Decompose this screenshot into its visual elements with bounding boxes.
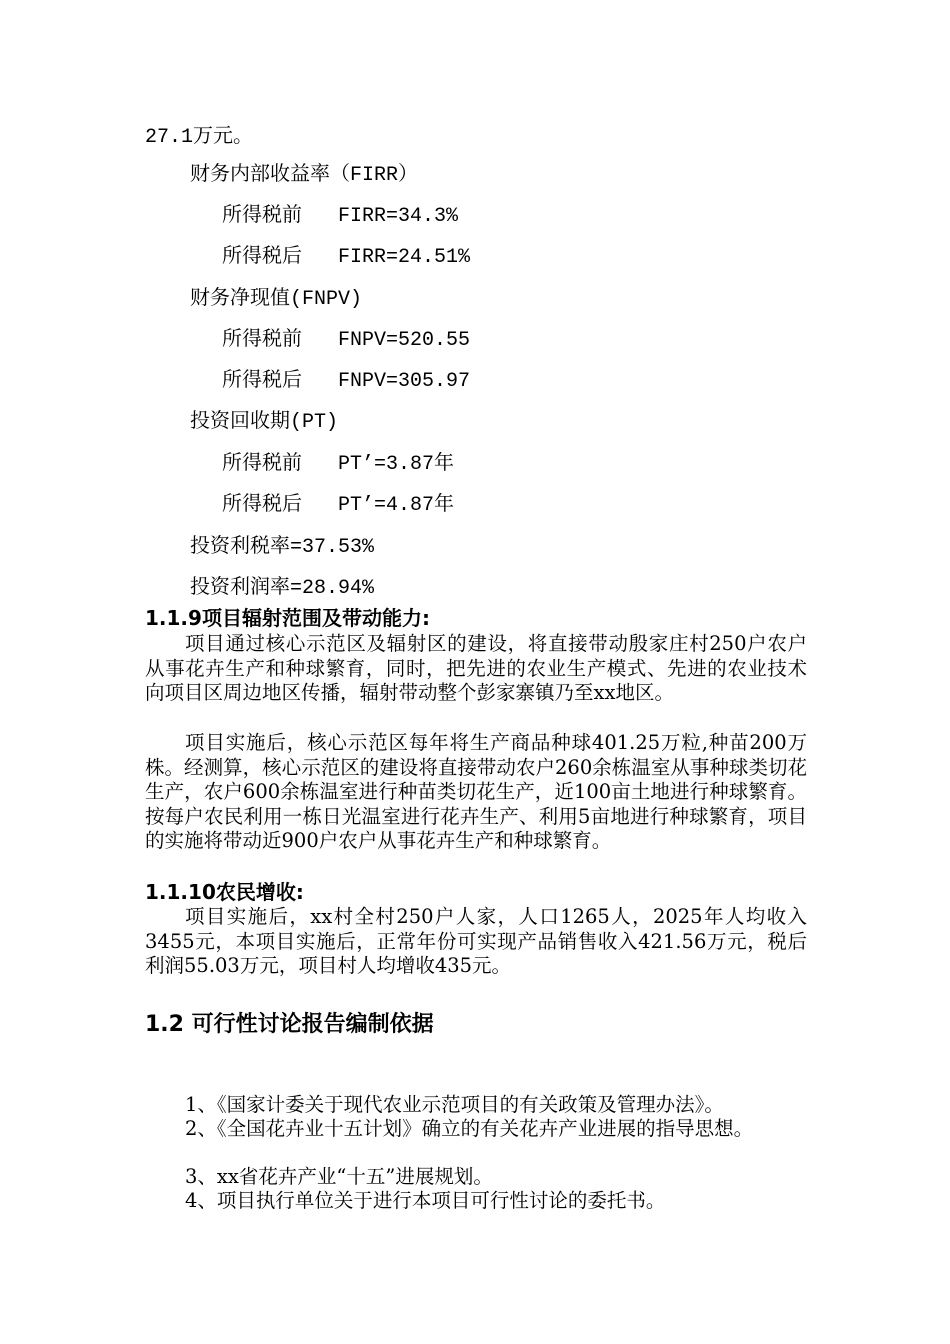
basis-list-item: 2、《全国花卉业十五计划》确立的有关花卉产业进展的指导思想。 [185,1117,754,1140]
fnpv-title: 财务净现值(FNPV) [190,288,363,311]
fnpv-post-tax: 所得税后 FNPV=305.97 [222,370,471,393]
section-heading-12: 1.2 可行性讨论报告编制依据 [145,1012,434,1037]
basis-list-item: 4、项目执行单位关于进行本项目可行性讨论的委托书。 [185,1189,666,1212]
pt-pre-tax: 所得税前 PT’=3.87年 [222,453,455,476]
fnpv-pre-tax: 所得税前 FNPV=520.55 [222,329,471,352]
investment-profit-rate: 投资利润率=28.94% [190,577,375,600]
pt-title: 投资回收期(PT) [190,411,339,434]
basis-list-item: 3、xx省花卉产业“十五”进展规划。 [185,1165,493,1188]
basis-list-item: 1、《国家计委关于现代农业示范项目的有关政策及管理办法》。 [185,1093,724,1116]
pt-post-tax: 所得税后 PT’=4.87年 [222,494,455,517]
section-heading-1110: 1.1.10农民增收: [145,880,304,904]
section-heading-119: 1.1.9项目辐射范围及带动能力: [145,606,430,630]
section-1110-paragraph: 项目实施后，xx村全村250户人家，人口1265人，2025年人均收入3455元，本项目实施后，正常年份可实现产品销售收入421.56万元，税后利润55.03万元，项目村人均增收435元。 [145,905,807,977]
firr-title: 财务内部收益率（FIRR） [190,164,419,187]
section-119-paragraph-2: 项目实施后，核心示范区每年将生产商品种球401.25万粒,种苗200万株。经测算，核心示范区的建设将直接带动农户260余栋温室从事种球类切花生产，农户600余栋温室进行种苗类切花生产，近100亩土地进行种球繁育。按每户农民利用一栋日光温室进行花卉生产、利用5亩地进行种球繁育，项目的实施将带动近900户农户从事花卉生产和种球繁育。 [145,731,807,852]
section-119-paragraph-1: 项目通过核心示范区及辐射区的建设，将直接带动殷家庄村250户农户从事花卉生产和种球繁育，同时，把先进的农业生产模式、先进的农业技术向项目区周边地区传播，辐射带动整个彭家寨镇乃至xx地区。 [145,632,807,704]
investment-tax-rate: 投资利税率=37.53% [190,536,375,559]
firr-pre-tax: 所得税前 FIRR=34.3% [222,205,459,228]
firr-post-tax: 所得税后 FIRR=24.51% [222,246,471,269]
intro-line: 27.1万元。 [145,126,254,149]
